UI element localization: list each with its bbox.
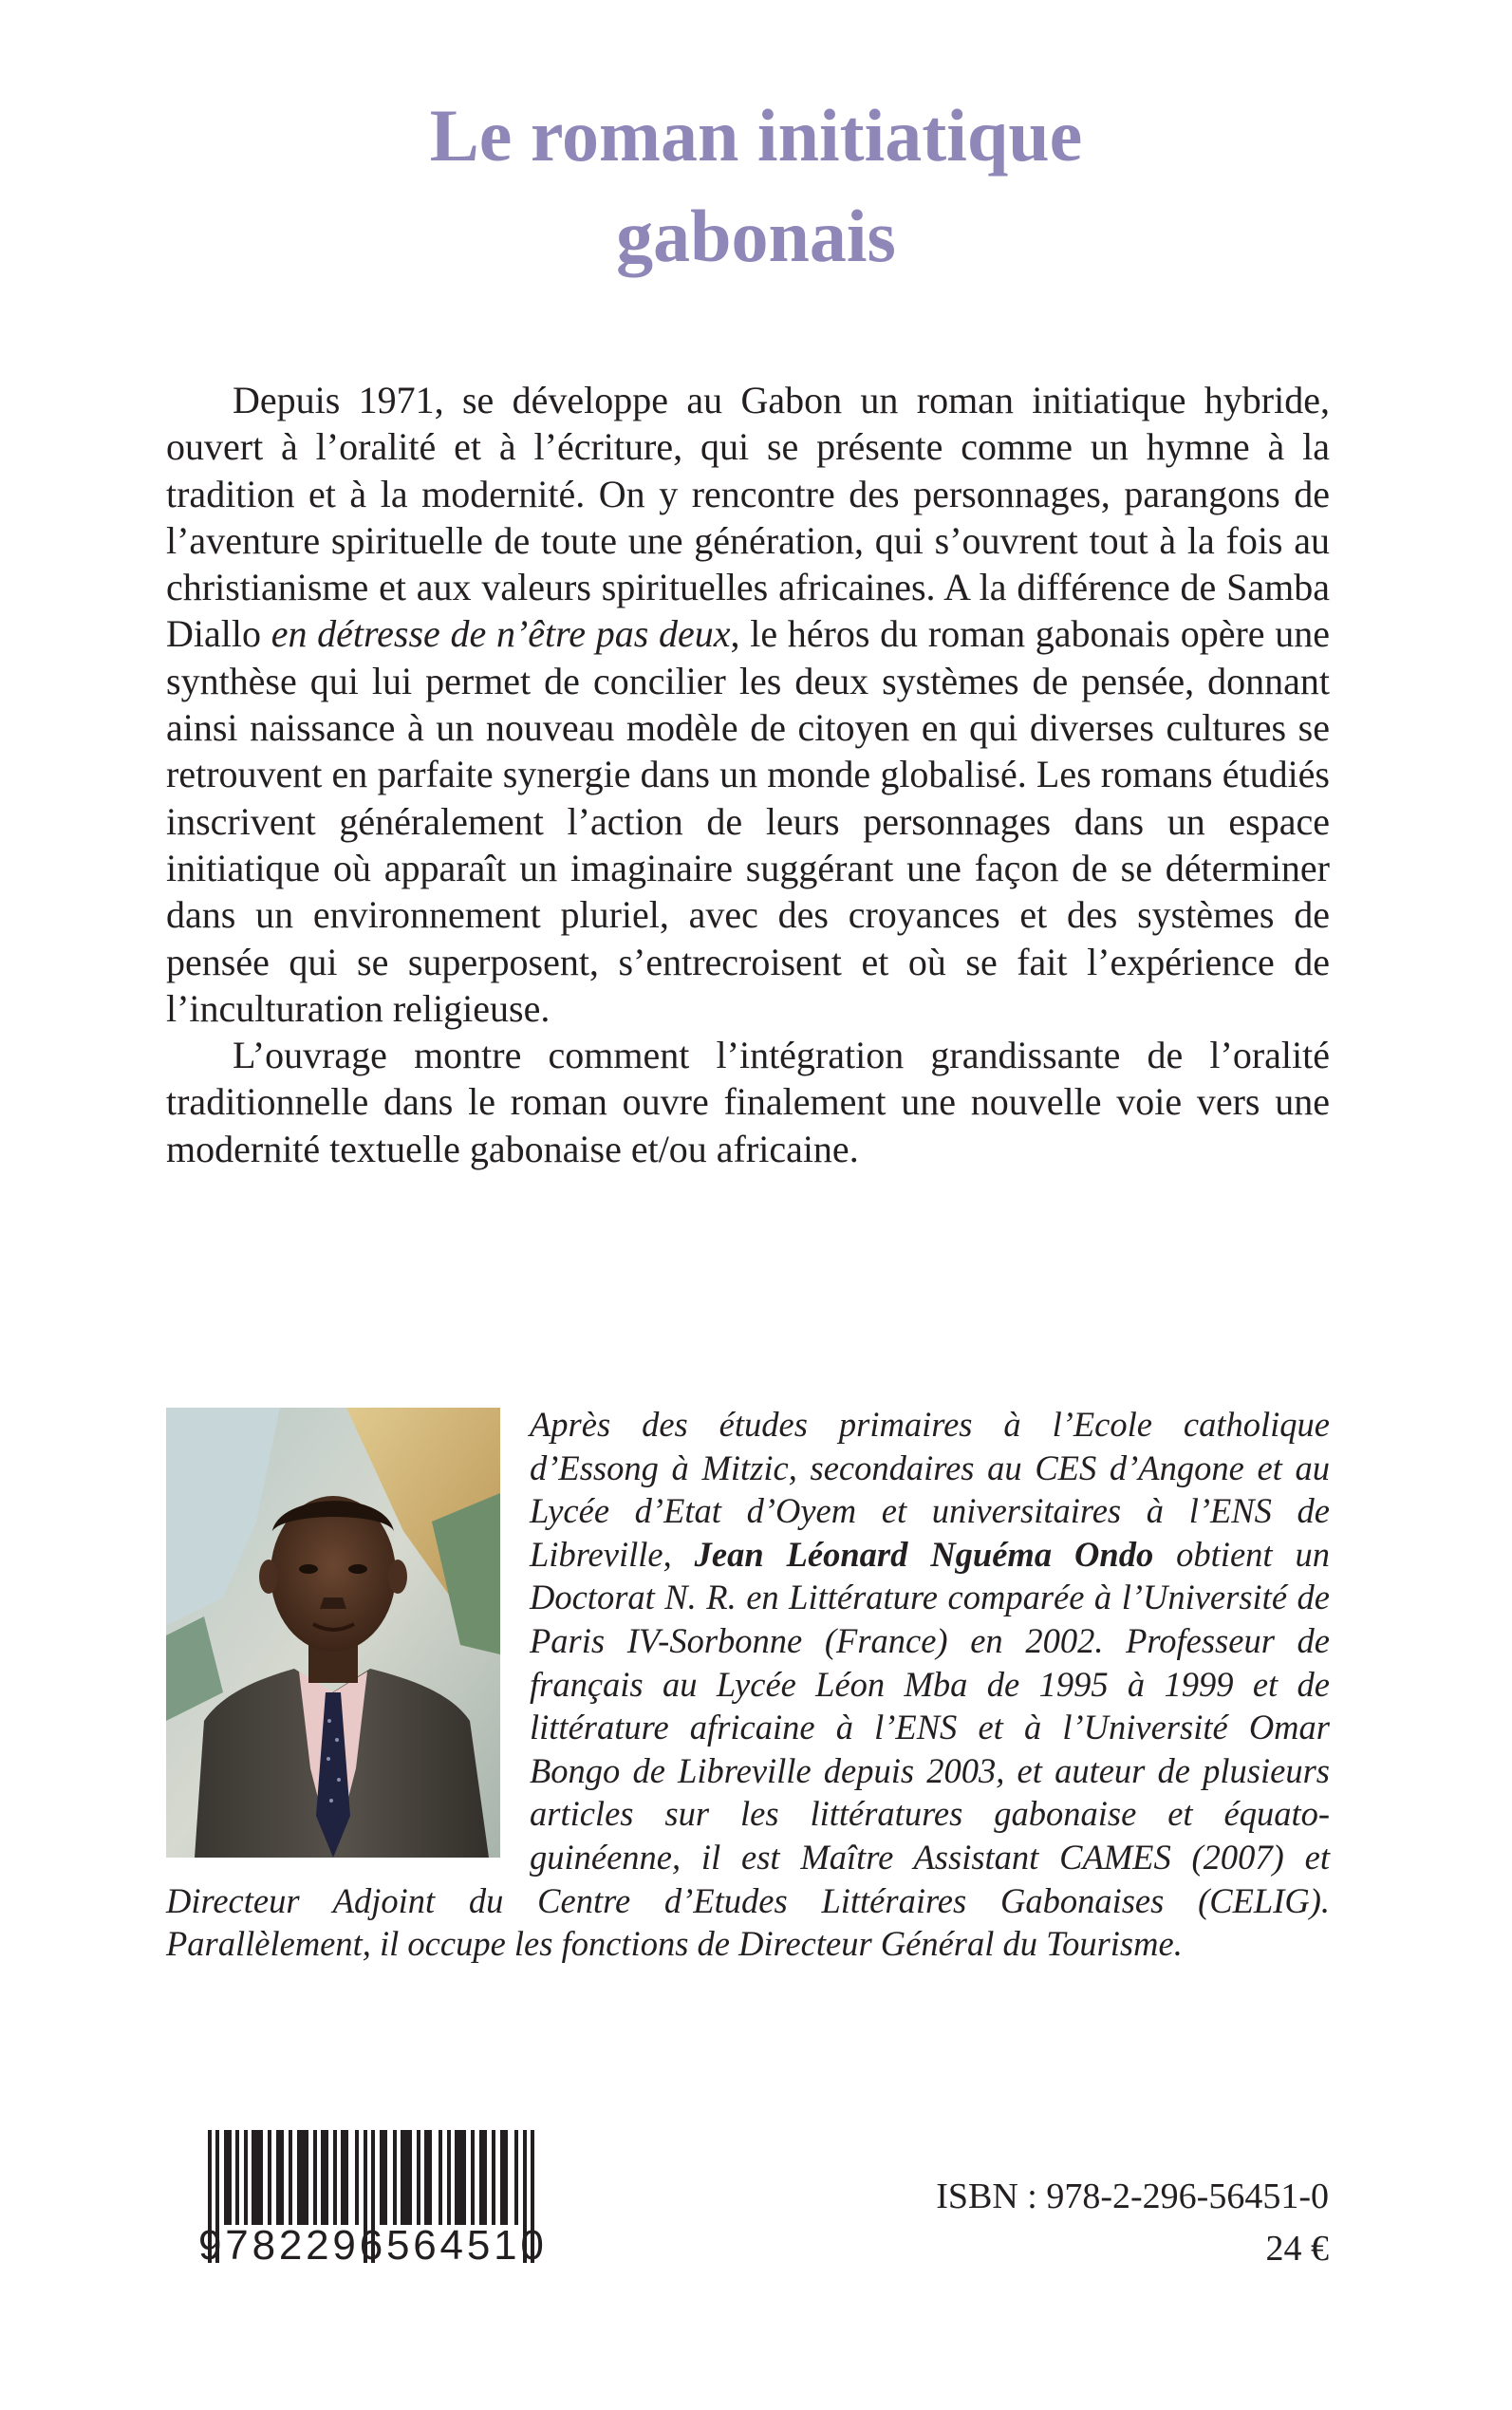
author-photo <box>166 1408 500 1858</box>
barcode-digit: 1 <box>494 2222 517 2269</box>
barcode-digit: 9 <box>198 2222 222 2269</box>
barcode-digit: 7 <box>225 2222 249 2269</box>
summary-paragraph-2: L’ouvrage montre comment l’intégration grandissante de l’oralité traditionnelle dans le roman ouvre finalement une nouvelle voie vers une modernité textuelle gabonaise et/ou africaine. <box>166 1034 1330 1170</box>
summary-p1-italic: en détresse de n’être pas deux <box>271 612 731 656</box>
summary-paragraph-1 <box>166 377 1330 1032</box>
summary-p1-text-a: Depuis 1971, se développe au Gabon un roman initiatique hybride, ouvert à l’oralité et à l’écriture, qui se présente comme un hymne à la tradition et à la modernité. On y rencontre des personnages, parangons de l’aventure spirituelle de toute une génération, qui s’ouvrent tout à la fois au christianisme et aux valeurs spirituelles africaines. A la différence de Samba Diallo <box>166 379 1330 656</box>
summary-p1-text-b: , le héros du roman gabonais opère une synthèse qui lui permet de concilier les deux systèmes de pensée, donnant ainsi naissance à un nouveau modèle de citoyen en qui diverses cultures se retrouvent en parfaite synergie dans un monde globalisé. Les romans étudiés inscrivent généralement l’action de leurs personnages dans un espace initiatique où apparaît un imaginaire suggérant une façon de se déterminer dans un environnement pluriel, avec des croyances et des systèmes de pensée qui se superposent, s’entrecroisent et où se fait l’expérience de l’inculturation religieuse. <box>166 612 1330 1030</box>
bio-text-before: Après des études primaires à l’Ecole catholique d’Essong à Mitzic, secondaires au CES d’Angone et au Lycée d’Etat d’Oyem et universitaires à l’ENS de Libreville, <box>530 1405 1330 1574</box>
title-line-1: Le roman initiatique <box>429 94 1083 177</box>
barcode-digit: 9 <box>332 2222 356 2269</box>
barcode-digit: 2 <box>278 2222 303 2269</box>
barcode-digit: 6 <box>359 2222 383 2269</box>
price: 24 € <box>1265 2229 1329 2269</box>
isbn-number: ISBN : 978-2-296-56451-0 <box>936 2176 1329 2216</box>
barcode-digit: 6 <box>413 2222 437 2269</box>
barcode-digit: 2 <box>306 2222 329 2269</box>
barcode-digit: 5 <box>466 2222 491 2269</box>
barcode-digit: 5 <box>385 2222 410 2269</box>
book-summary <box>166 377 1330 1172</box>
title-line-2: gabonais <box>616 195 896 277</box>
isbn-block <box>936 2171 1329 2275</box>
barcode-digit: 0 <box>520 2222 544 2269</box>
barcode-digits <box>198 2224 544 2268</box>
barcode-digit: 4 <box>439 2222 464 2269</box>
author-name: Jean Léonard Nguéma Ondo <box>694 1534 1154 1574</box>
book-title <box>0 85 1512 287</box>
bio-text-after: obtient un Doctorat N. R. en Littérature comparée à l’Université de Paris IV-Sorbonne (France) en 2002. Professeur de français au Lycée Léon Mba de 1995 à 1999 et de littérature africaine à l’ENS et à l’Université Omar Bongo de Libreville depuis 2003, et auteur de plusieurs articles sur les littératures gabonaise et équato-guinéenne, il est Maître Assistant CAMES (2007) et Directeur Adjoint du Centre d’Etudes Littéraires Gabonaises (CELIG). Parallèlement, il occupe les fonctions de Directeur Général du Tourisme. <box>166 1534 1330 1964</box>
barcode-digit: 8 <box>252 2222 276 2269</box>
